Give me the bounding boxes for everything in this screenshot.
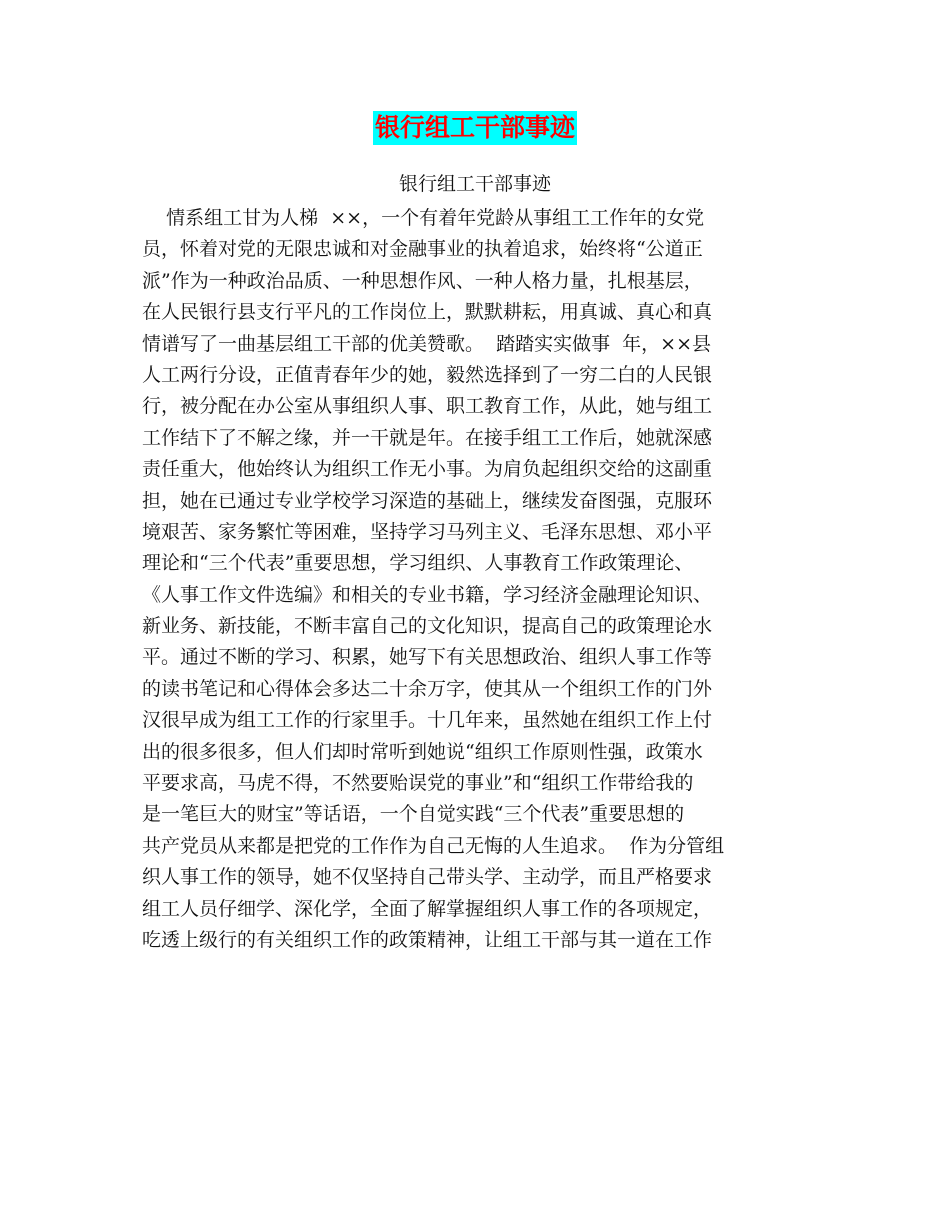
body-line: 行，被分配在办公室从事组织人事、职工教育工作，从此，她与组工 bbox=[142, 395, 713, 418]
body-line: 境艰苦、家务繁忙等困难，坚持学习马列主义、毛泽东思想、邓小平 bbox=[142, 520, 713, 543]
body-line: 在人民银行县支行平凡的工作岗位上，默默耕耘，用真诚、真心和真 bbox=[142, 301, 713, 324]
body-line: 的读书笔记和心得体会多达二十余万字，使其从一个组织工作的门外 bbox=[142, 677, 713, 700]
body-line: 汉很早成为组工工作的行家里手。十几年来，虽然她在组织工作上付 bbox=[142, 709, 713, 732]
body-line: 《人事工作文件选编》和相关的专业书籍，学习经济金融理论知识、 bbox=[142, 583, 713, 606]
body-line: 情系组工甘为人梯 ××，一个有着年党龄从事组工工作年的女党 bbox=[142, 207, 705, 229]
body-line: 情谱写了一曲基层组工干部的优美赞歌。 踏踏实实做事 年，××县 bbox=[142, 332, 711, 355]
body-line: 平要求高，马虎不得，不然要贻误党的事业”和“组织工作带给我的 bbox=[142, 772, 694, 795]
body-line: 员，怀着对党的无限忠诚和对金融事业的执着追求，始终将“公道正 bbox=[142, 238, 703, 261]
body-line: 吃透上级行的有关组织工作的政策精神，让组工干部与其一道在工作 bbox=[142, 928, 713, 951]
body-line: 共产党员从来都是把党的工作作为自己无悔的人生追求。 作为分管组 bbox=[142, 834, 725, 857]
body-line: 是一笔巨大的财宝”等话语，一个自觉实践“三个代表”重要思想的 bbox=[142, 803, 685, 826]
body-line: 新业务、新技能，不断丰富自己的文化知识，提高自己的政策理论水 bbox=[142, 615, 713, 638]
body-line: 工作结下了不解之缘，并一干就是年。在接手组工工作后，她就深感 bbox=[142, 426, 713, 449]
body-line: 担，她在已通过专业学校学习深造的基础上，继续发奋图强，克服环 bbox=[142, 489, 713, 512]
body-line: 理论和“三个代表”重要思想，学习组织、人事教育工作政策理论、 bbox=[142, 552, 694, 575]
title-container bbox=[0, 111, 950, 145]
body-line: 出的很多很多，但人们却时常听到她说“组织工作原则性强，政策水 bbox=[142, 740, 703, 763]
body-line: 人工两行分设，正值青春年少的她，毅然选择到了一穷二白的人民银 bbox=[142, 363, 713, 386]
body-line: 织人事工作的领导，她不仅坚持自己带头学、主动学，而且严格要求 bbox=[142, 866, 713, 889]
body-line: 组工人员仔细学、深化学，全面了解掌握组织人事工作的各项规定， bbox=[142, 897, 713, 920]
body-line: 派”作为一种政治品质、一种思想作风、一种人格力量，扎根基层， bbox=[142, 269, 703, 292]
body-line: 责任重大，他始终认为组织工作无小事。为肩负起组织交给的这副重 bbox=[142, 458, 713, 481]
document-title: 银行组工干部事迹 bbox=[373, 111, 577, 145]
document-body bbox=[142, 203, 810, 956]
document-subtitle: 银行组工干部事迹 bbox=[398, 173, 551, 195]
body-line: 平。通过不断的学习、积累，她写下有关思想政治、组织人事工作等 bbox=[142, 646, 713, 669]
